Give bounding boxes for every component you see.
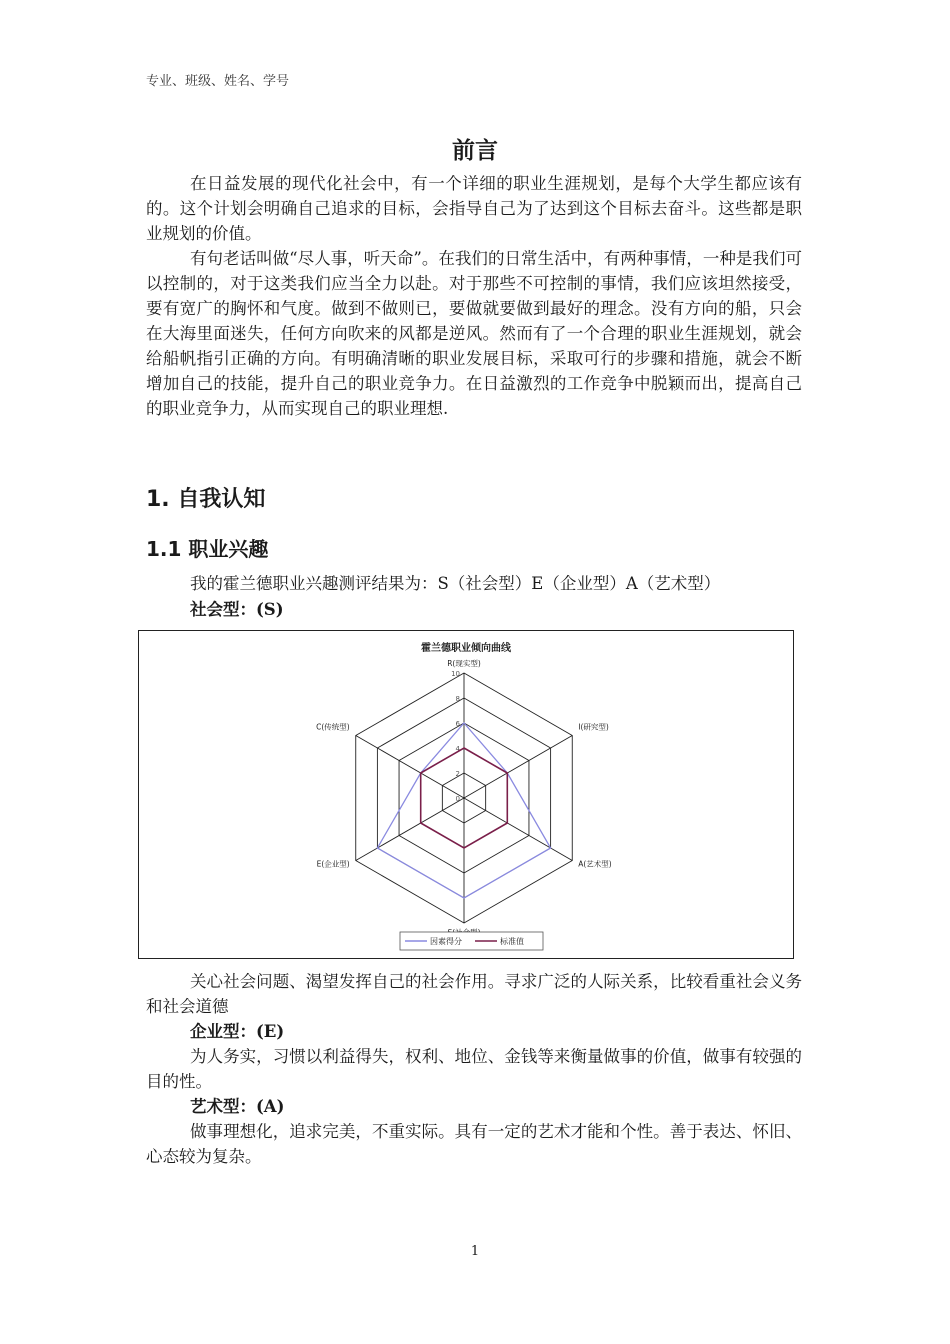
radar-axis-label: C(传统型) [316, 722, 350, 732]
header-note: 专业、班级、姓名、学号 [146, 74, 290, 89]
radar-spoke [356, 736, 464, 799]
section-heading: 1. 自我认知 [146, 487, 266, 512]
art-type-label: 艺术型：(A) [190, 1097, 285, 1116]
preface-paragraph-2: 有句老话叫做“尽人事，听天命”。在我们的日常生活中，有两种事情，一种是我们可以控制的，对于这类我们应当全力以赴。对于那些不可控制的事情，我们应该坦然接受，要有宽广的胸怀和气度。做到不做则已，要做就要做到最好的理念。没有方向的船，只会在大海里面迷失，任何方向吹来的风都是逆风。然而有了一个合理的职业生涯规划，就会给船帆指引正确的方向。有明确清晰的职业发展目标，采取可行的步骤和措施，就会不断增加自己的技能，提升自己的职业竞争力。在日益激烈的工作竞争中脱颖而出，提高自己的职业竞争力，从而实现自己的职业理想. [146, 249, 802, 418]
radar-scale-tick: 10 [451, 670, 460, 678]
holland-radar-chart [138, 630, 794, 959]
social-description: 关心社会问题、渴望发挥自己的社会作用。寻求广泛的人际关系，比较看重社会义务和社会道德 [146, 972, 802, 1016]
radar-axis-label: E(企业型) [316, 859, 350, 869]
radar-grid [356, 673, 573, 923]
holland-result-line: 我的霍兰德职业兴趣测评结果为：S（社会型）E（企业型）A（艺术型） [190, 574, 721, 593]
legend-label-score: 因素得分 [430, 937, 462, 946]
radar-chart-svg [139, 631, 793, 958]
radar-scale-tick: 8 [455, 695, 460, 703]
radar-scale-tick: 0 [455, 795, 460, 803]
social-type-label: 社会型：(S) [190, 600, 284, 619]
preface-paragraph-1: 在日益发展的现代化社会中，有一个详细的职业生涯规划，是每个大学生都应该有的。这个计划会明确自己追求的目标，会指导自己为了达到这个目标去奋斗。这些都是职业规划的价值。 [146, 174, 802, 243]
chart-legend [400, 932, 543, 950]
radar-scale-tick: 6 [455, 720, 460, 728]
radar-axis-label: A(艺术型) [578, 859, 612, 869]
radar-spoke [464, 798, 572, 861]
art-description: 做事理想化，追求完美，不重实际。具有一定的艺术才能和个性。善于表达、怀旧、心态较为复杂。 [146, 1122, 802, 1166]
radar-axis-label: R(现实型) [447, 659, 481, 668]
legend-label-standard: 标准值 [500, 937, 524, 946]
radar-scale-tick: 2 [455, 770, 460, 778]
radar-spoke [356, 798, 464, 861]
enterprise-description: 为人务实，习惯以利益得失，权利、地位、金钱等来衡量做事的价值，做事有较强的目的性。 [146, 1047, 802, 1091]
page-title: 前言 [452, 138, 498, 164]
radar-scale-tick: 4 [455, 745, 460, 753]
page-number: 1 [470, 1244, 480, 1259]
subsection-heading: 1.1 职业兴趣 [146, 537, 269, 561]
radar-spoke [464, 736, 572, 799]
enterprise-type-label: 企业型：(E) [190, 1022, 285, 1041]
chart-title: 霍兰德职业倾向曲线 [421, 643, 511, 654]
radar-axis-label: I(研究型) [578, 722, 609, 732]
